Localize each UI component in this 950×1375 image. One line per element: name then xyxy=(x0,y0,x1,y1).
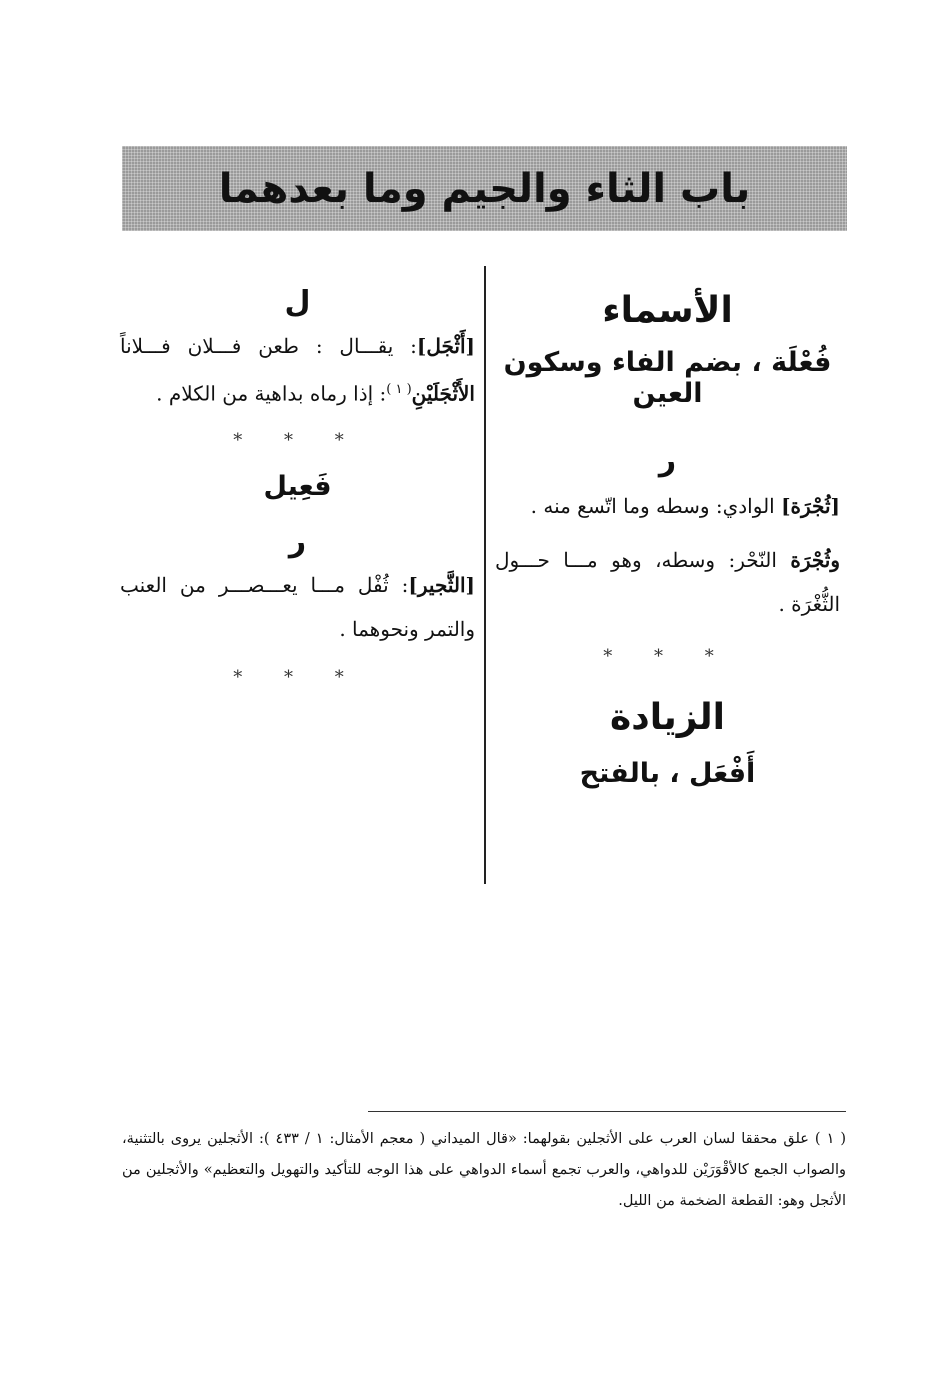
entry-term: [الثَّجير] xyxy=(408,572,475,597)
letter-heading-ra: ر xyxy=(658,443,677,478)
footnote-reference[interactable]: ( ١ ) xyxy=(386,382,412,397)
letter-heading-lam: ل xyxy=(284,285,311,320)
entry-athjal xyxy=(120,324,475,416)
entry-thujra xyxy=(495,484,840,528)
chapter-banner xyxy=(122,146,847,231)
separator-stars: * * * xyxy=(233,429,362,451)
entry-term: وثُجْرَة xyxy=(790,548,840,572)
entry-definition: : يقـــال : طعن فـــلان فـــلاناً xyxy=(120,334,417,358)
letter-heading-ra: ر xyxy=(288,523,307,559)
separator-stars: * * * xyxy=(233,666,362,688)
column-divider xyxy=(484,266,486,884)
footnote: ( ١ ) علق محققا لسان العرب على الأثجلين بقولهما: «قال الميداني ( معجم الأمثال: ١ / ٤٣٣ ): الأثجلين يروى بالتثنية، والصواب الجمع كالأقْوَرَيْن للدواهي، والعرب تجمع أسماء الدواهي على هذا الوجه للتأكيد والتهويل والتعظيم» والأثجلين من الأثجل وهو: القطعة الضخمة من الليل. xyxy=(122,1131,846,1209)
chapter-title: باب الثاء والجيم وما بعدهما xyxy=(218,165,751,212)
entry-thujrat-alnahr xyxy=(495,538,840,626)
entry-definition: النّحْر: وسطه، وهو مـــا حـــول الثُّغْرَة . xyxy=(495,548,840,616)
entry-term-secondary: الأَثْجَلَيْنِ xyxy=(411,381,475,406)
pattern-heading-fail: فَعِيل xyxy=(263,470,332,502)
section-title-nouns: الأسماء xyxy=(602,290,733,331)
entry-definition: : إذا رماه بداهية من الكلام . xyxy=(156,381,387,406)
pattern-heading-fuala: فُعْلَة ، بضم الفاء وسكون العين xyxy=(503,347,832,409)
footnote-rule xyxy=(368,1111,846,1112)
separator-stars: * * * xyxy=(603,646,732,667)
entry-term: [ثُجْرَة] xyxy=(781,494,840,518)
right-column xyxy=(495,290,840,789)
entry-definition: الوادي: وسطه وما اتّسع منه . xyxy=(530,494,782,518)
section-title-additions: الزيادة xyxy=(609,697,725,738)
entry-althajir xyxy=(120,563,475,651)
entry-term: [أَثْجَل] xyxy=(416,334,475,358)
entry-definition: : ثُفْل مـــا يعـــصـــر من العنب والتمر ونحوهما . xyxy=(120,572,475,641)
pattern-heading-afal: أَفْعَل ، بالفتح xyxy=(579,758,756,789)
left-column xyxy=(120,285,475,688)
